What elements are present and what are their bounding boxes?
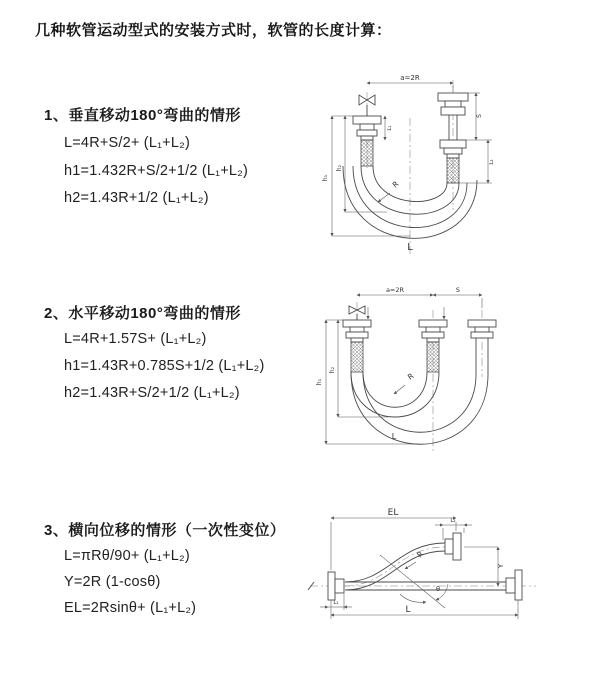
dim-label-h2: h₂ [336, 164, 343, 172]
section-2-heading: 2、水平移动180°弯曲的情形 [44, 305, 241, 322]
diagram-lateral-displacement [298, 498, 600, 656]
angle-label: θ [436, 585, 440, 593]
phantom-right-flange [506, 570, 522, 600]
dim-label-bottom-l: L [391, 432, 397, 441]
dim-s [466, 93, 492, 140]
section-2-formula-h1: h1=1.43R+0.785S+1/2 (L₁+L₂) [64, 358, 265, 374]
dim-label-h1: h₁ [322, 174, 329, 182]
left-fitting [343, 320, 371, 372]
dim-label-bottom-l: L [407, 242, 413, 253]
dim-label-l1: L₁ [387, 125, 393, 131]
section-2-formula-l: L=4R+1.57S+ (L₁+L₂) [64, 331, 207, 347]
section-2-formula-h2: h2=1.43R+S/2+1/2 (L₁+L₂) [64, 385, 240, 401]
diagram-horizontal-180-bend [308, 282, 600, 474]
section-1-formula-l: L=4R+S/2+ (L₁+L₂) [64, 135, 190, 151]
section-1-heading: 1、垂直移动180°弯曲的情形 [44, 107, 241, 124]
right-braid-section [447, 158, 459, 183]
diagram-vertical-180-bend [315, 70, 585, 262]
left-braid-section [361, 140, 373, 166]
left-fitting [353, 116, 381, 166]
dim-h1 [316, 320, 420, 444]
radius-label: R [390, 179, 401, 190]
dim-label-s: S [455, 286, 461, 294]
hose-s-curve [345, 543, 445, 590]
dim-label-el: EL [387, 508, 399, 518]
dim-label-bottom-l: L [405, 605, 411, 615]
left-braid-section [351, 342, 363, 372]
dim-label-h1: h₁ [316, 378, 323, 386]
section-1-formula-h1: h1=1.432R+S/2+1/2 (L₁+L₂) [64, 163, 249, 179]
section-3-formula-l: L=πRθ/90+ (L₁+L₂) [64, 548, 190, 564]
dim-label-s: S [476, 114, 483, 118]
page-title: 几种软管运动型式的安装方式时，软管的长度计算： [35, 22, 392, 39]
upper-right-flange [445, 533, 461, 560]
radius-label: R [405, 371, 416, 382]
hose-u-curves [351, 372, 488, 444]
dim-label-a2r: a=2R [385, 286, 405, 294]
dim-label-l1: L₁ [333, 600, 339, 606]
section-3-heading: 3、横向位移的情形（一次性变位） [44, 522, 286, 539]
dim-a2r [357, 286, 482, 308]
dim-el [331, 508, 456, 570]
radius-callout [405, 549, 425, 569]
dim-l [331, 600, 518, 619]
dim-label-a2r: a=2R [400, 74, 420, 82]
right-fitting [438, 93, 468, 183]
movement-arrows [368, 307, 444, 319]
middle-fitting [419, 320, 447, 372]
dim-y [464, 547, 505, 586]
dim-l1 [320, 594, 352, 610]
section-1-formula-h2: h2=1.43R+1/2 (L₁+L₂) [64, 190, 209, 206]
dim-label-l2: L₂ [450, 518, 456, 524]
dim-l1 [385, 116, 393, 140]
dim-a2r [367, 74, 453, 92]
dim-label-l2: L₂ [489, 159, 495, 165]
section-3-formula-el: EL=2Rsinθ+ (L₁+L₂) [64, 600, 197, 616]
dim-label-h2: h₂ [329, 366, 336, 374]
dim-label-y: Y [497, 563, 505, 569]
centerlines [367, 80, 453, 254]
left-flange [328, 572, 344, 600]
radius-label: R [415, 549, 426, 560]
middle-braid-section [427, 342, 439, 372]
section-3-formula-y: Y=2R (1-cosθ) [64, 574, 161, 590]
radius-callout [394, 371, 415, 394]
